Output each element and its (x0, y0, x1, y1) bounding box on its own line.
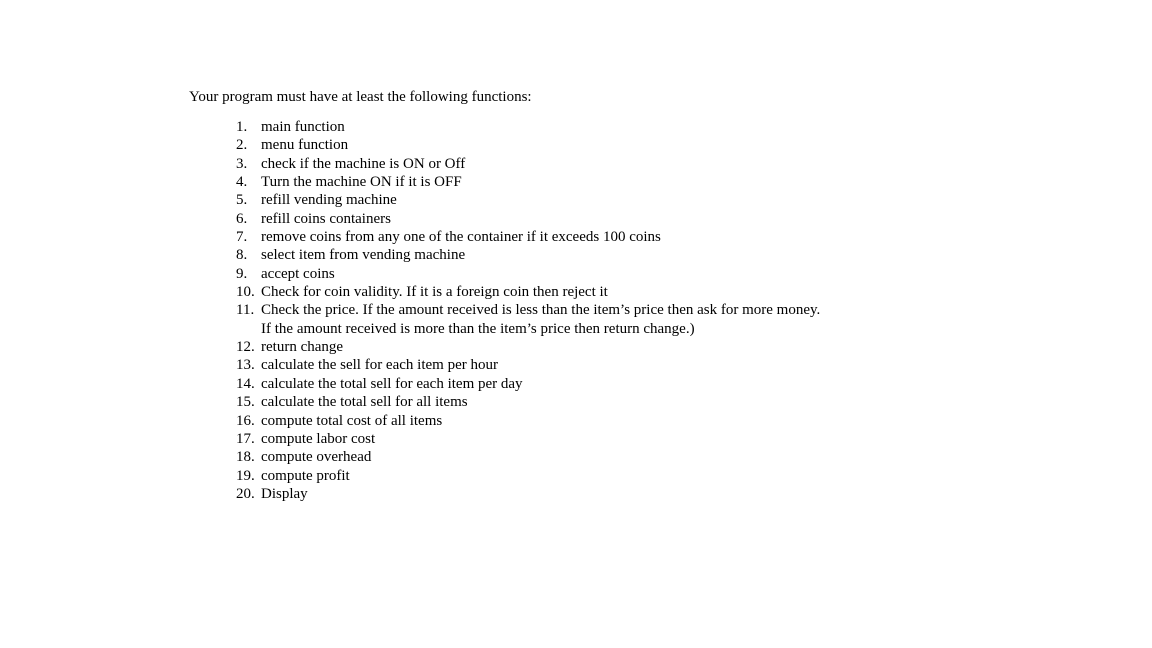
item-text: select item from vending machine (261, 247, 466, 264)
item-number: 12. (236, 339, 255, 356)
item-number: 11. (236, 302, 255, 319)
list-item (236, 448, 821, 466)
list-item (236, 485, 821, 503)
item-text: Display (261, 485, 308, 502)
item-text: refill coins containers (261, 210, 391, 227)
list-item (236, 375, 821, 393)
item-number: 16. (236, 412, 255, 429)
list-item (236, 356, 821, 374)
list-item (236, 467, 821, 485)
item-number: 4. (236, 174, 248, 191)
list-item (236, 136, 821, 154)
item-number: 9. (236, 265, 248, 282)
item-text: Turn the machine ON if it is OFF (261, 174, 462, 191)
item-text: compute labor cost (261, 430, 376, 447)
list-item (236, 265, 821, 283)
item-text: main function (261, 119, 345, 135)
list-item (236, 301, 821, 338)
item-number: 17. (236, 430, 255, 447)
list-item (236, 173, 821, 191)
list-item (236, 338, 821, 356)
item-text: calculate the total sell for each item per day (261, 375, 523, 392)
item-number: 3. (236, 155, 248, 172)
item-text: compute total cost of all items (261, 412, 443, 429)
item-number: 2. (236, 137, 248, 154)
item-number: 14. (236, 375, 255, 392)
item-text: calculate the total sell for all items (261, 394, 468, 411)
item-text: return change (261, 339, 344, 356)
intro-text: Your program must have at least the following functions: (189, 89, 532, 105)
item-number: 6. (236, 210, 248, 227)
item-text: refill vending machine (261, 192, 397, 209)
item-text: calculate the sell for each item per hour (261, 357, 498, 374)
item-text: Check the price. If the amount received is less than the item’s price then ask for more money. If the amount received is more than the item’s price then return change.) (261, 302, 821, 337)
item-text: compute overhead (261, 449, 372, 466)
list-item (236, 412, 821, 430)
item-text: accept coins (261, 265, 335, 282)
list-item (236, 246, 821, 264)
item-number: 13. (236, 357, 255, 374)
list-item (236, 283, 821, 301)
list-item (236, 118, 821, 136)
item-text: compute profit (261, 467, 350, 484)
list-item (236, 191, 821, 209)
list-item (236, 155, 821, 173)
item-number: 5. (236, 192, 248, 209)
list-item (236, 228, 821, 246)
item-number: 8. (236, 247, 248, 264)
item-number: 20. (236, 485, 255, 502)
item-text: menu function (261, 137, 349, 154)
item-number: 18. (236, 449, 255, 466)
list-item (236, 210, 821, 228)
item-text: Check for coin validity. If it is a foreign coin then reject it (261, 284, 608, 301)
item-number: 10. (236, 284, 255, 301)
list-item (236, 393, 821, 411)
item-text: check if the machine is ON or Off (261, 155, 466, 172)
list-item (236, 430, 821, 448)
item-number: 1. (236, 119, 248, 135)
item-number: 15. (236, 394, 255, 411)
item-text: remove coins from any one of the container if it exceeds 100 coins (261, 229, 661, 246)
item-number: 19. (236, 467, 255, 484)
item-number: 7. (236, 229, 248, 246)
function-list (236, 118, 821, 503)
